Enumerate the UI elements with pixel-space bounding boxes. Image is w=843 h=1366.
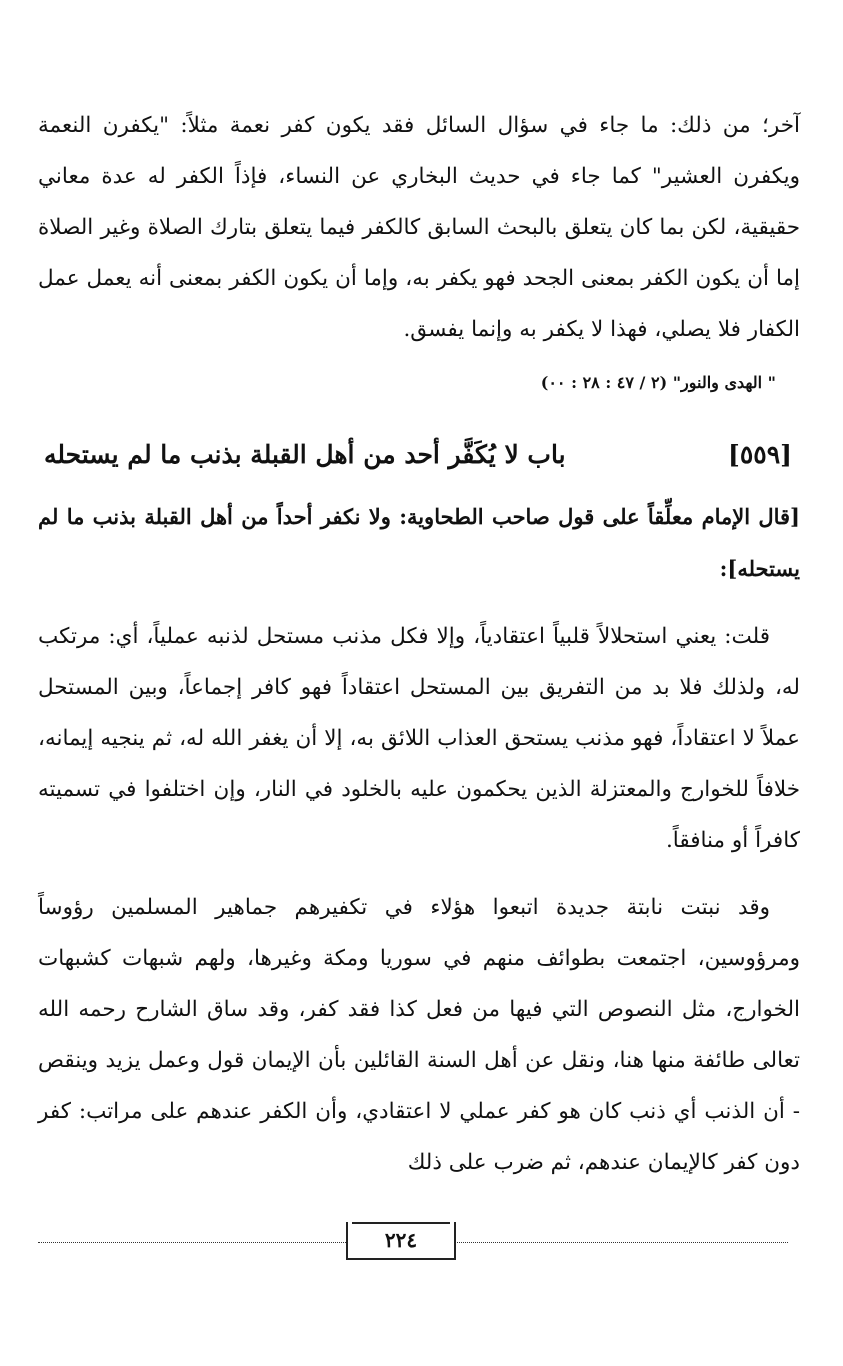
page-content [38, 100, 800, 1188]
page-number: ٢٢٤ [384, 1228, 418, 1252]
page-number-frame [346, 1222, 456, 1260]
chapter-number: [٥٥٩] [728, 440, 792, 469]
paragraph-gap [38, 866, 800, 882]
chapter-title: باب لا يُكَفَّر أحد من أهل القبلة بذنب ما لم يستحله [44, 440, 566, 469]
source-citation: " الهدى والنور" (٢ / ٤٧ : ٢٨ : ٠٠) [540, 373, 776, 392]
paragraph-body-2: وقد نبتت نابتة جديدة اتبعوا هؤلاء في تكفيرهم جماهير المسلمين رؤوساً ومرؤوسين، اجتمعت بطوائف منهم في سوريا ومكة وغيرها، ولهم شبهات كشبهات الخوارج، مثل النصوص التي فيها من فعل كذا فقد كفر، وقد ساق الشارح رحمه الله تعالى طائفة منها هنا، ونقل عن أهل السنة القائلين بأن الإيمان قول وعمل يزيد وينقص - أن الذنب أي ذنب كان هو كفر عملي لا اعتقادي، وأن الكفر عندهم على مراتب: كفر دون كفر كالإيمان عندهم، ثم ضرب على ذلك [38, 895, 800, 1175]
page-footer [38, 1220, 788, 1268]
paragraph-top: آخر؛ من ذلك: ما جاء في سؤال السائل فقد يكون كفر نعمة مثلاً: "يكفرن النعمة ويكفرن العشير" كما جاء في حديث البخاري عن النساء، فإذاً الكفر له عدة معاني حقيقية، لكن بما كان يتعلق بالبحث السابق كالكفر فيما يتعلق بتارك الصلاة وغير الصلاة إما أن يكون الكفر بمعنى الجحد فهو يكفر به، وإما أن يكون الكفر بمعنى أنه يعمل عمل الكفار فلا يصلي، فهذا لا يكفر به وإنما يفسق. [38, 113, 800, 342]
chapter-heading [38, 433, 800, 477]
paragraph-body-1: قلت: يعني استحلالاً قلبياً اعتقادياً، وإلا فكل مذنب مستحل لذنبه عملياً، أي: مرتكب له، ولذلك فلا بد من التفريق بين المستحل اعتقاداً فهو كافر إجماعاً، وبين المستحل عملاً لا اعتقاداً، فهو مذنب يستحق العذاب اللائق به، إلا أن يغفر الله له، ثم ينجيه إيمانه، خلافاً للخوارج والمعتزلة الذين يحكمون عليه بالخلود في النار، وإن اختلفوا في تسميته كافراً أو منافقاً. [38, 624, 800, 853]
bracketed-quote: [قال الإمام معلِّقاً على قول صاحب الطحاوية: ولا نكفر أحداً من أهل القبلة بذنب ما لم يستحله]: [38, 504, 800, 581]
